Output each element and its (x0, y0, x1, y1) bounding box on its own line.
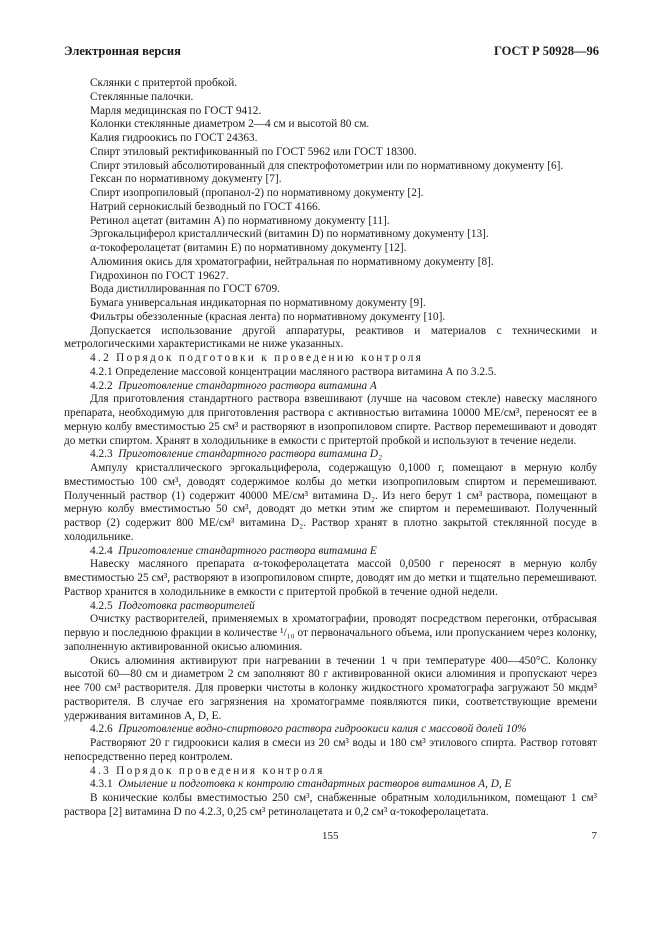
page-number: 155 (322, 830, 339, 842)
paragraph-4-2-3: Ампулу кристаллического эргокальциферола, содержащую 0,1000 г, помещают в мерную колбу вместимостью 100 см³, доводят содержимое колбы до метки изопропиловым спиртом и перемешивают. Полученный раствор (1) содержит 40000 МЕ/см³ витамина D₂. Из него берут 1 см³ раствора, помещают в мерную колбу вместимостью 50 см³, доводят до метки этим же спиртом и перемешивают. Полученный раствор (2) содержит 800 МЕ/см³ витамина D₂. Раствор хранят в плотно закрытой стеклянной посуде в холодильнике. (64, 462, 597, 543)
paragraph-4-3-1: В конические колбы вместимостью 250 см³, снабженные обратным холодильником, помещают 1 см³ раствора [2] витамина D по 4.2.3, 0,25 см³ ретинолацетата и 0,2 см³ α-токоферолацетата. (64, 792, 597, 818)
materials-line: Стеклянные палочки. (90, 90, 194, 103)
materials-line: Гексан по нормативному документу [7]. (90, 173, 282, 186)
materials-line: Калия гидроокись по ГОСТ 24363. (90, 132, 258, 144)
clause-title: Приготовление стандартного раствора витамина D₂ (118, 448, 383, 461)
section-title-4-2: 4.2 Порядок подготовки к проведению контроля (90, 352, 424, 364)
heading-4-2-3 (64, 448, 597, 462)
heading-4-2-4 (64, 545, 597, 559)
materials-line: Ретинол ацетат (витамин А) по нормативному документу [11]. (90, 214, 390, 227)
clause-number: 4.2.3 (90, 448, 113, 461)
header-standard-code: ГОСТ Р 50928—96 (493, 44, 599, 58)
document-body (64, 77, 597, 820)
heading-4-2-2 (64, 380, 597, 394)
heading-4-2-5 (64, 600, 597, 614)
materials-line: Спирт этиловый ректификованный по ГОСТ 5962 или ГОСТ 18300. (90, 145, 417, 158)
section-title-4-3: 4.3 Порядок проведения контроля (90, 764, 325, 777)
clause-number: 4.2.4 (90, 544, 113, 557)
materials-line: Колонки стеклянные диаметром 2—4 см и высотой 80 см. (90, 118, 370, 131)
clause-title: Подготовка растворителей (118, 599, 255, 612)
materials-line: Марля медицинская по ГОСТ 9412. (90, 104, 262, 117)
materials-note: Допускается использование другой аппаратуры, реактивов и материалов с техническими и метрологическими характеристиками не ниже указанных. (64, 324, 597, 351)
header-edition-label: Электронная версия (64, 44, 181, 58)
clause-number: 4.2.2 (90, 379, 113, 392)
clause-title: Омыление и подготовка к контролю стандартных растворов витаминов А, D, Е (118, 778, 512, 791)
clause-title: Приготовление стандартного раствора витамина А (118, 379, 377, 392)
materials-line: Гидрохинон по ГОСТ 19627. (90, 269, 229, 282)
clause-number: 4.2.6 (90, 723, 113, 736)
sheet-number: 7 (591, 830, 597, 842)
materials-line: α-токоферолацетат (витамин Е) по нормативному документу [12]. (90, 242, 407, 254)
materials-line: Спирт изопропиловый (пропанол-2) по нормативному документу [2]. (90, 187, 424, 199)
clause-title: Приготовление стандартного раствора витамина Е (118, 544, 377, 557)
paragraph-4-2-4: Навеску масляного препарата α-токоферолацетата массой 0,0500 г переносят в мерную колбу вместимостью 25 см³, растворяют в изопропиловом спирте, доводят им до метки и тщательно перемешивают. Раствор хранится в холодильнике в емкости с притертой пробкой в течение одной недели. (64, 558, 597, 598)
clause-number: 4.3.1 (90, 778, 113, 791)
heading-4-3-1 (64, 778, 597, 792)
materials-line: Натрий сернокислый безводный по ГОСТ 4166. (90, 200, 321, 213)
paragraph-4-2-6: Растворяют 20 г гидроокиси калия в смеси из 20 см³ воды и 180 см³ этилового спирта. Раствор готовят непосредственно перед контролем. (64, 737, 597, 763)
materials-line: Эргокальциферол кристаллический (витамин D) по нормативному документу [13]. (90, 228, 489, 241)
paragraph-4-2-5-b: Окись алюминия активируют при нагревании в течении 1 ч при температуре 400—450°С. Колонку высотой 60—80 см и диаметром 2 см заполняют 80 г активированной окиси алюминия и пропускают через нее 700 см³ растворителя. Для проверки чистоты в колонку жидкостного хроматографа загружают 50 мкдм³ растворителя. В случае его загрязнения на хроматограмме появляются пики, соответствующие времени удерживания витаминов А, D, Е. (64, 654, 597, 722)
materials-line: Вода дистиллированная по ГОСТ 6709. (90, 283, 280, 296)
clause-number: 4.2.5 (90, 599, 113, 612)
heading-4-2-6 (64, 723, 597, 737)
materials-line: Алюминия окись для хроматографии, нейтральная по нормативному документу [8]. (90, 255, 494, 268)
paragraph-4-2-1: 4.2.1 Определение массовой концентрации масляного раствора витамина А по 3.2.5. (90, 365, 497, 378)
paragraph-4-2-2: Для приготовления стандартного раствора взвешивают (лучше на часовом стекле) навеску масляного препарата, необходимую для приготовления раствора с активностью витамина 10000 МЕ/см³, переносят ее в мерную колбу вместимостью 25 см³ и растворяют в изопропиловом спирте. Раствор перемешивают и доводят до метки спиртом. Хранят в холодильнике в емкости с притертой пробкой и используют в течение недели. (64, 393, 597, 447)
materials-line: Бумага универсальная индикаторная по нормативному документу [9]. (90, 297, 426, 309)
paragraph-4-2-5-a: Очистку растворителей, применяемых в хроматографии, проводят посредством перегонки, отбрасывая первую и последнюю фракции в количестве ¹/₁₀ от первоначального объема, или пропусканием через колонку, заполненную активированной окисью алюминия. (64, 613, 597, 653)
materials-line: Спирт этиловый абсолютированный для спектрофотометрии или по нормативному документу [6]. (90, 159, 564, 172)
materials-line: Склянки с притертой пробкой. (90, 77, 238, 89)
materials-line: Фильтры обеззоленные (красная лента) по нормативному документу [10]. (90, 310, 446, 323)
clause-title: Приготовление водно-спиртового раствора гидроокиси калия с массовой долей 10% (118, 723, 527, 736)
